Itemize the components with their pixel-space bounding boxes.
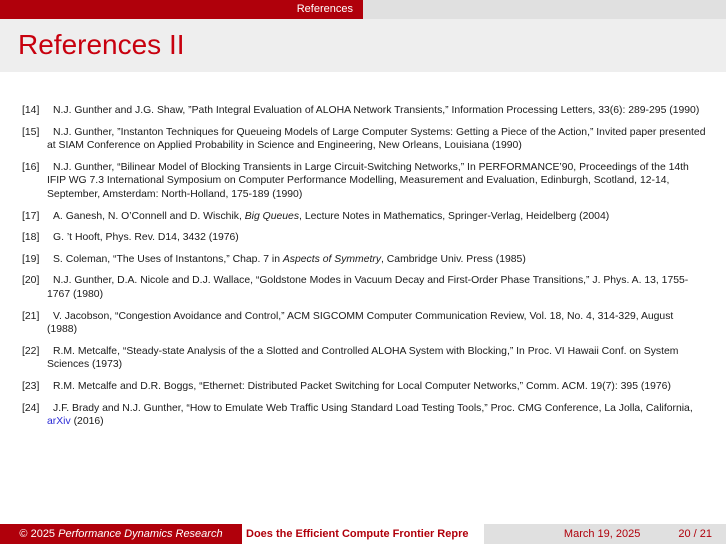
reference-text bbox=[47, 310, 706, 337]
reference-text bbox=[47, 126, 706, 153]
footer-page-number: 20 / 21 bbox=[678, 528, 712, 540]
reference-text-part: , Cambridge Univ. Press (1985) bbox=[381, 253, 526, 265]
reference-number: [17] bbox=[22, 210, 40, 222]
reference-text-part: N.J. Gunther, D.A. Nicole and D.J. Wallace, “Goldstone Modes in Vacuum Decay and First-Order Phase Transitions,” J. Phys. A. 13, 1755-1767 (1980) bbox=[47, 275, 689, 300]
footer-copyright bbox=[0, 524, 242, 544]
reference-text bbox=[47, 274, 706, 301]
reference-text bbox=[47, 345, 706, 372]
reference-item bbox=[22, 253, 706, 267]
reference-number: [16] bbox=[22, 161, 40, 173]
reference-text bbox=[47, 161, 706, 202]
reference-number: [22] bbox=[22, 345, 40, 357]
reference-text-part: N.J. Gunther, ”Instanton Techniques for Queueing Models of Large Computer Systems: Getting a Piece of the Action,” Invited paper presented at SIAM Conference on Applied Probability in Science and Engineering, New Orleans, Louisiana (1990) bbox=[47, 126, 706, 152]
reference-list bbox=[22, 104, 706, 437]
reference-text-part: N.J. Gunther, “Bilinear Model of Blocking Transients in Large Circuit-Switching Networks,” In PERFORMANCE’90, Proceedings of the 14th IFIP WG 7.3 International Symposium on Computer Performance Modelling, Measurement and Evaluation, Edinburgh, Scotland, 12-14, September, Amsterdam: North-Holland, 175-189 (1990) bbox=[47, 161, 689, 200]
reference-item bbox=[22, 274, 706, 301]
reference-item bbox=[22, 310, 706, 337]
reference-text bbox=[47, 380, 706, 394]
footer-org: Performance Dynamics Research bbox=[58, 528, 223, 540]
reference-text-part: A. Ganesh, N. O’Connell and D. Wischik, bbox=[53, 210, 245, 222]
reference-text bbox=[47, 104, 706, 118]
reference-title-italic: Aspects of Symmetry bbox=[282, 253, 382, 265]
reference-item bbox=[22, 161, 706, 202]
reference-item bbox=[22, 104, 706, 118]
footer-copyright-prefix: © 2025 bbox=[19, 528, 56, 540]
reference-text-part: R.M. Metcalfe and D.R. Boggs, “Ethernet: Distributed Packet Switching for Local Computer Networks,” Comm. ACM. 19(7): 395 (1976) bbox=[53, 380, 671, 392]
reference-number: [20] bbox=[22, 275, 40, 287]
reference-text-part: (2016) bbox=[70, 416, 104, 428]
reference-item bbox=[22, 126, 706, 153]
reference-text-part: , Lecture Notes in Mathematics, Springer-Verlag, Heidelberg (2004) bbox=[299, 210, 610, 222]
header-section-label[interactable]: References bbox=[296, 3, 353, 15]
reference-number: [18] bbox=[22, 232, 40, 244]
footer bbox=[0, 524, 726, 544]
reference-link[interactable]: arXiv bbox=[47, 416, 71, 428]
reference-text bbox=[47, 402, 706, 429]
reference-text bbox=[47, 231, 706, 245]
footer-meta bbox=[484, 524, 726, 544]
reference-text-part: V. Jacobson, “Congestion Avoidance and Control,” ACM SIGCOMM Computer Communication Review, Vol. 18, No. 4, 314-329, August (1988) bbox=[47, 310, 674, 336]
reference-item bbox=[22, 210, 706, 224]
reference-text bbox=[47, 253, 706, 267]
reference-text bbox=[47, 210, 706, 224]
reference-item bbox=[22, 402, 706, 429]
reference-item bbox=[22, 231, 706, 245]
reference-number: [24] bbox=[22, 402, 40, 414]
reference-number: [21] bbox=[22, 310, 40, 322]
reference-text-part: J.F. Brady and N.J. Gunther, “How to Emulate Web Traffic Using Standard Load Testing Tools,” Proc. CMG Conference, La Jolla, California, bbox=[53, 402, 693, 414]
footer-talk-title[interactable]: Does the Efficient Compute Frontier Repre bbox=[242, 524, 484, 544]
reference-number: [23] bbox=[22, 380, 40, 392]
header-section[interactable] bbox=[0, 0, 363, 19]
reference-text-part: N.J. Gunther and J.G. Shaw, ”Path Integral Evaluation of ALOHA Network Transients,” Information Processing Letters, 33(6): 289-295 (1990) bbox=[53, 105, 700, 116]
reference-number: [19] bbox=[22, 253, 40, 265]
reference-item bbox=[22, 380, 706, 394]
reference-text-part: S. Coleman, “The Uses of Instantons,” Chap. 7 in bbox=[53, 253, 283, 265]
reference-number: [14] bbox=[22, 105, 40, 116]
reference-text-part: G. ’t Hooft, Phys. Rev. D14, 3432 (1976) bbox=[53, 232, 239, 244]
footer-date: March 19, 2025 bbox=[563, 528, 641, 540]
reference-text-part: R.M. Metcalfe, “Steady-state Analysis of the a Slotted and Controlled ALOHA System with Blocking,” In Proc. VI Hawaii Conf. on System Sciences (1973) bbox=[47, 345, 679, 371]
reference-title-italic: Big Queues bbox=[244, 210, 300, 222]
page-title: References II bbox=[18, 29, 185, 60]
reference-number: [15] bbox=[22, 126, 40, 138]
reference-item bbox=[22, 345, 706, 372]
